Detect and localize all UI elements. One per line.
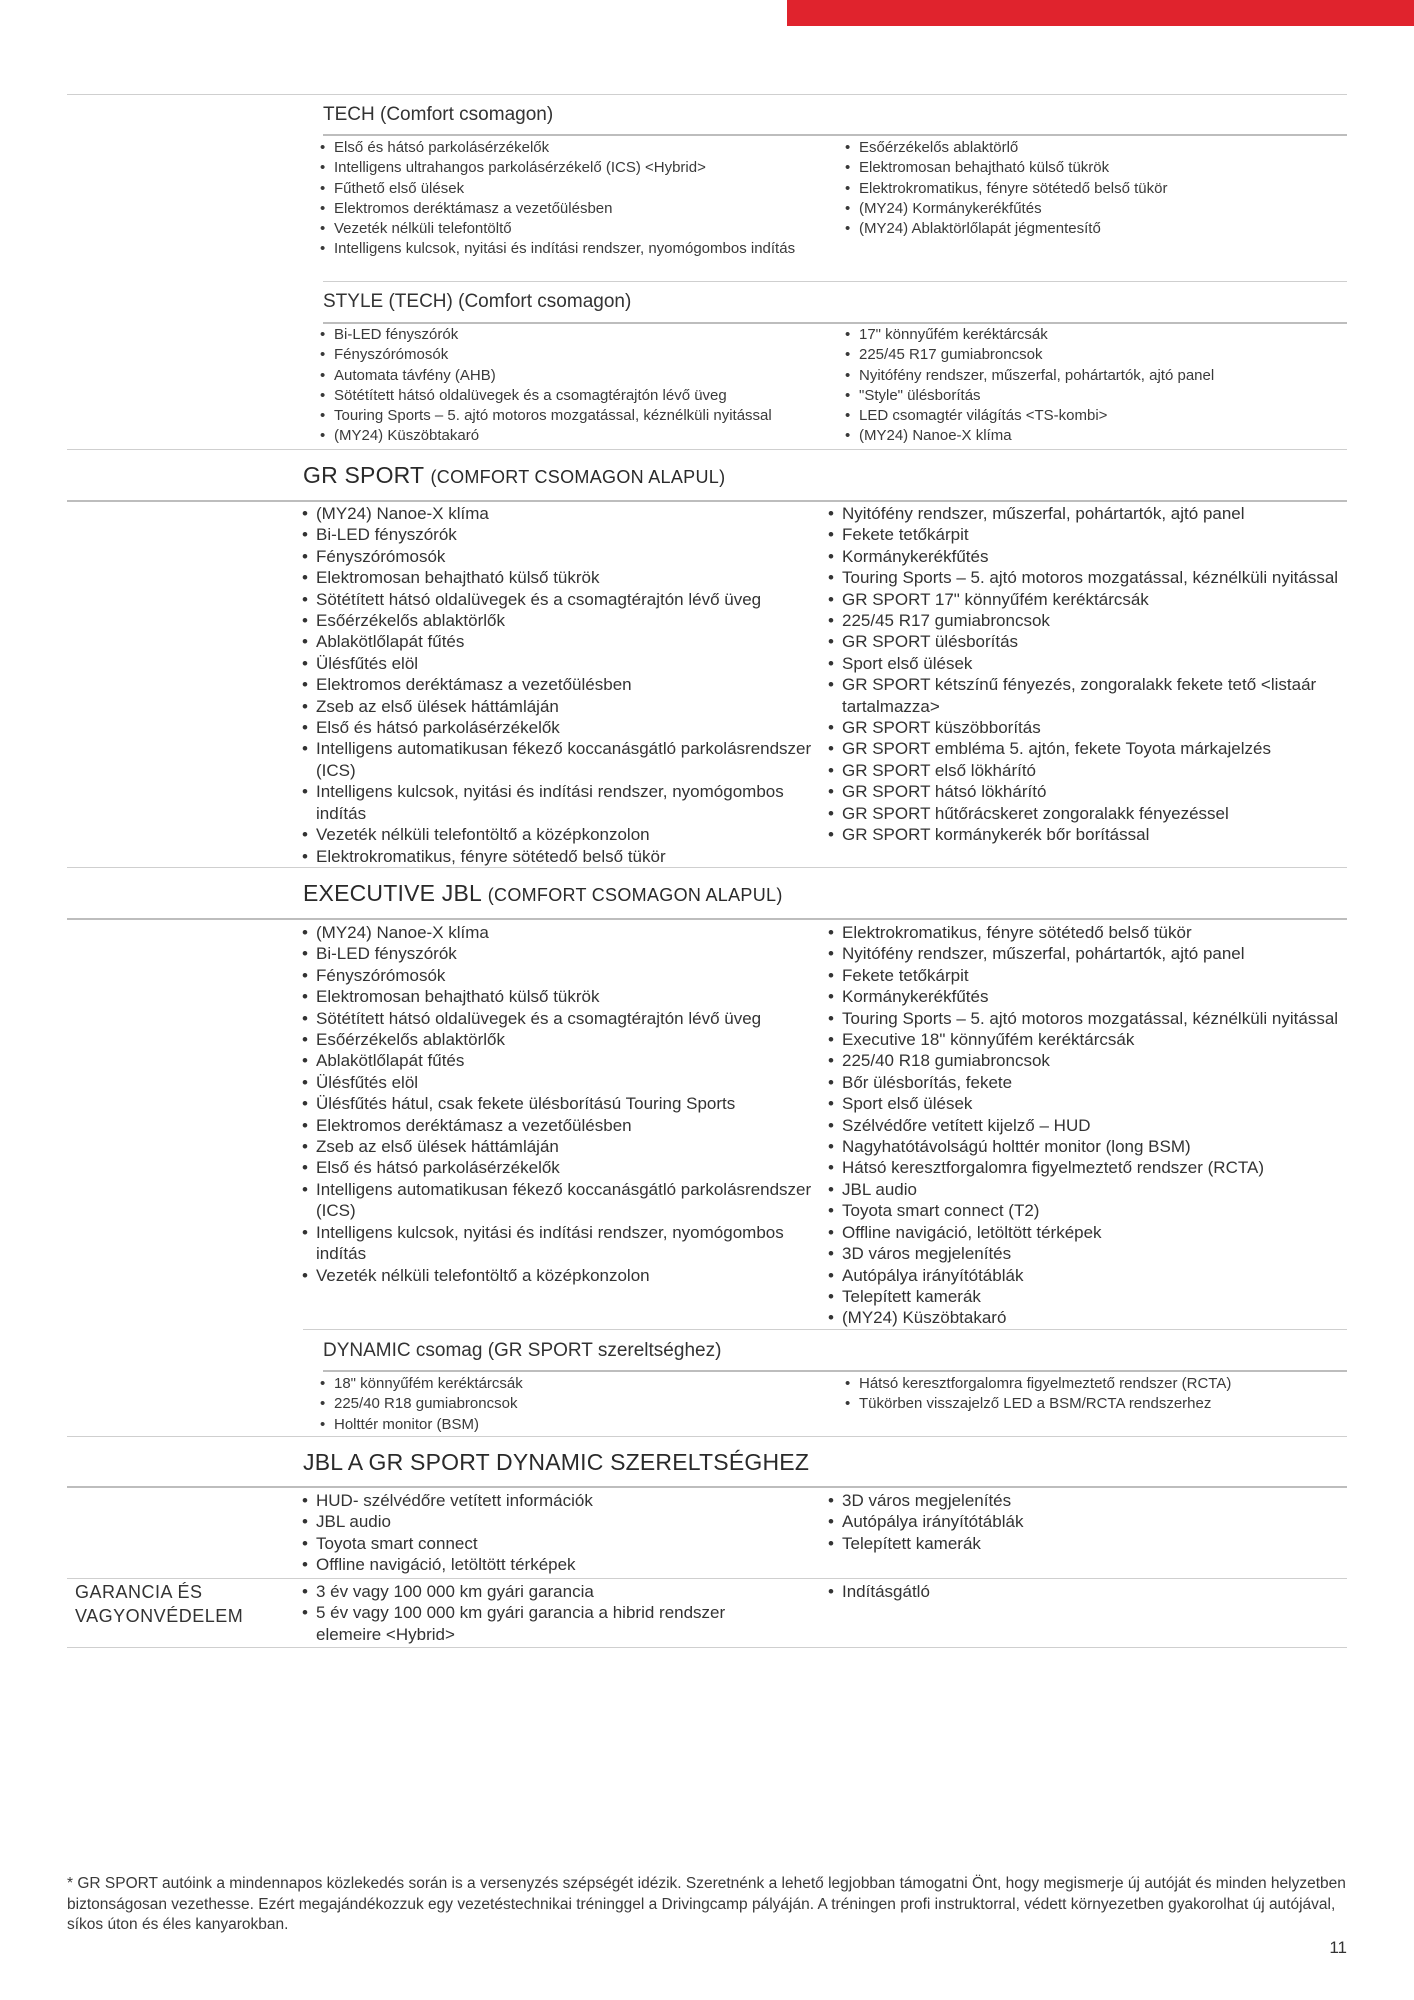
garancia-label: GARANCIA ÉS VAGYONVÉDELEM xyxy=(75,1582,244,1626)
list-item: • GR SPORT hátsó lökhárító xyxy=(828,781,1348,802)
list-item: • Autópálya irányítótáblák xyxy=(828,1265,1348,1286)
footnote: * GR SPORT autóink a mindennapos közlekedés során is a versenyzés szépségét idézik. Szeretnénk a lehető legjobban támogatni Önt, hogy megismerje új autóját és minden helyzetben biztonságosan vezethesse. Ezért megajándékozzuk egy vezetéstechnikai tréninggel a Drivingcamp pályáján. A tréningen profi instruktorral, védett környezetben gyakorolhat új autójával, síkos úton és éles kanyarokban. xyxy=(67,1875,1346,1933)
divider xyxy=(67,1647,1347,1648)
list-item: • (MY24) Nanoe-X klíma xyxy=(845,426,1345,446)
list-item: • (MY24) Küszöbtakaró xyxy=(828,1307,1348,1328)
divider xyxy=(67,918,1347,920)
list-item: • Intelligens kulcsok, nyitási és indítási rendszer, nyomógombos indítás xyxy=(302,1222,812,1265)
list-item: • Intelligens kulcsok, nyitási és indítási rendszer, nyomógombos indítás xyxy=(302,781,812,824)
grsport-left-list xyxy=(302,503,812,867)
list-item: • Vezeték nélküli telefontöltő xyxy=(320,219,840,239)
list-item: • Tükörben visszajelző LED a BSM/RCTA rendszerhez xyxy=(845,1394,1345,1414)
list-item: • 3 év vagy 100 000 km gyári garancia xyxy=(302,1581,772,1602)
list-item: • Elektromos deréktámasz a vezetőülésben xyxy=(302,674,812,695)
list-item: • GR SPORT hűtőrácskeret zongoralakk fényezéssel xyxy=(828,803,1348,824)
executive-subtitle: (COMFORT CSOMAGON ALAPUL) xyxy=(487,885,783,905)
divider xyxy=(67,94,1347,95)
list-item: • Ülésfűtés elöl xyxy=(302,1072,812,1093)
tech-right-list xyxy=(845,138,1345,239)
garancia-right-list xyxy=(828,1581,1348,1602)
list-item: • Hátsó keresztforgalomra figyelmeztető rendszer (RCTA) xyxy=(828,1157,1348,1178)
list-item: • Fényszórómosók xyxy=(302,546,812,567)
grsport-subtitle: (COMFORT CSOMAGON ALAPUL) xyxy=(430,467,726,487)
list-item: • Zseb az első ülések háttámláján xyxy=(302,1136,812,1157)
divider xyxy=(323,281,1347,282)
list-item: • GR SPORT embléma 5. ajtón, fekete Toyota márkajelzés xyxy=(828,738,1348,759)
list-item: • 3D város megjelenítés xyxy=(828,1490,1348,1511)
list-item: • GR SPORT küszöbborítás xyxy=(828,717,1348,738)
list-item: • Elektromos deréktámasz a vezetőülésben xyxy=(320,199,840,219)
list-item: • Első és hátsó parkolásérzékelők xyxy=(302,717,812,738)
style-right-list xyxy=(845,325,1345,447)
list-item: • Telepített kamerák xyxy=(828,1533,1348,1554)
list-item: • Kormánykerékfűtés xyxy=(828,986,1348,1007)
list-item: • "Style" ülésborítás xyxy=(845,386,1345,406)
list-item: • Bőr ülésborítás, fekete xyxy=(828,1072,1348,1093)
list-item: • Első és hátsó parkolásérzékelők xyxy=(320,138,840,158)
list-item: • Nyitófény rendszer, műszerfal, pohártartók, ajtó panel xyxy=(828,943,1348,964)
jbl-right-list xyxy=(828,1490,1348,1554)
list-item: • 225/40 R18 gumiabroncsok xyxy=(828,1050,1348,1071)
list-item: • Vezeték nélküli telefontöltő a középkonzolon xyxy=(302,1265,812,1286)
list-item: • Elektromosan behajtható külső tükrök xyxy=(845,158,1345,178)
divider xyxy=(303,1329,1347,1330)
style-section-title: STYLE (TECH) (Comfort csomagon) xyxy=(323,291,632,312)
list-item: • 225/45 R17 gumiabroncsok xyxy=(828,610,1348,631)
list-item: • (MY24) Nanoe-X klíma xyxy=(302,503,812,524)
executive-left-list xyxy=(302,922,812,1286)
divider xyxy=(323,322,1347,324)
divider xyxy=(67,1436,1347,1437)
list-item: • Első és hátsó parkolásérzékelők xyxy=(302,1157,812,1178)
list-item: • Esőérzékelős ablaktörlők xyxy=(302,610,812,631)
list-item: • Touring Sports – 5. ajtó motoros mozgatással, kéznélküli nyitással xyxy=(320,406,850,426)
list-item: • 17" könnyűfém keréktárcsák xyxy=(845,325,1345,345)
list-item: • Fekete tetőkárpit xyxy=(828,524,1348,545)
list-item: • Fényszórómosók xyxy=(320,345,850,365)
list-item: • Elektromosan behajtható külső tükrök xyxy=(302,567,812,588)
garancia-left-list xyxy=(302,1581,772,1645)
list-item: • Elektrokromatikus, fényre sötétedő belső tükör xyxy=(845,179,1345,199)
list-item: • Bi-LED fényszórók xyxy=(320,325,850,345)
list-item: • Intelligens kulcsok, nyitási és indítási rendszer, nyomógombos indítás xyxy=(320,239,840,259)
list-item: • Holttér monitor (BSM) xyxy=(320,1415,840,1435)
list-item: • JBL audio xyxy=(302,1511,812,1532)
list-item: • (MY24) Kormánykerékfűtés xyxy=(845,199,1345,219)
list-item: • Fűthető első ülések xyxy=(320,179,840,199)
list-item: • Indításgátló xyxy=(828,1581,1348,1602)
list-item: • 5 év vagy 100 000 km gyári garancia a hibrid rendszer elemeire <Hybrid> xyxy=(302,1602,772,1645)
list-item: • Automata távfény (AHB) xyxy=(320,366,850,386)
list-item: • Kormánykerékfűtés xyxy=(828,546,1348,567)
list-item: • Esőérzékelős ablaktörlő xyxy=(845,138,1345,158)
list-item: • GR SPORT kormánykerék bőr borítással xyxy=(828,824,1348,845)
list-item: • Intelligens automatikusan fékező koccanásgátló parkolásrendszer (ICS) xyxy=(302,1179,812,1222)
list-item: • Esőérzékelős ablaktörlők xyxy=(302,1029,812,1050)
list-item: • GR SPORT kétszínű fényezés, zongoralakk fekete tető <listaár tartalmazza> xyxy=(828,674,1348,717)
list-item: • (MY24) Nanoe-X klíma xyxy=(302,922,812,943)
list-item: • 18" könnyűfém keréktárcsák xyxy=(320,1374,840,1394)
divider xyxy=(323,134,1347,136)
executive-title: EXECUTIVE JBL xyxy=(303,880,482,906)
list-item: • (MY24) Ablaktörlőlapát jégmentesítő xyxy=(845,219,1345,239)
dynamic-right-list xyxy=(845,1374,1345,1415)
list-item: • Szélvédőre vetített kijelző – HUD xyxy=(828,1115,1348,1136)
brand-accent-bar xyxy=(787,0,1414,26)
list-item: • Fényszórómosók xyxy=(302,965,812,986)
list-item: • Elektrokromatikus, fényre sötétedő belső tükör xyxy=(828,922,1348,943)
grsport-right-list xyxy=(828,503,1348,846)
tech-left-list xyxy=(320,138,840,260)
list-item: • Toyota smart connect (T2) xyxy=(828,1200,1348,1221)
list-item: • Sötétített hátsó oldalüvegek és a csomagtérajtón lévő üveg xyxy=(302,589,812,610)
list-item: • JBL audio xyxy=(828,1179,1348,1200)
list-item: • Nagyhatótávolságú holttér monitor (long BSM) xyxy=(828,1136,1348,1157)
list-item: • HUD- szélvédőre vetített információk xyxy=(302,1490,812,1511)
list-item: • Elektromos deréktámasz a vezetőülésben xyxy=(302,1115,812,1136)
list-item: • Nyitófény rendszer, műszerfal, pohártartók, ajtó panel xyxy=(845,366,1345,386)
tech-section-title: TECH (Comfort csomagon) xyxy=(323,104,554,125)
list-item: • Nyitófény rendszer, műszerfal, pohártartók, ajtó panel xyxy=(828,503,1348,524)
divider xyxy=(67,1486,1347,1488)
list-item: • GR SPORT ülésborítás xyxy=(828,631,1348,652)
list-item: • Touring Sports – 5. ajtó motoros mozgatással, kéznélküli nyitással xyxy=(828,1008,1348,1029)
list-item: • Sötétített hátsó oldalüvegek és a csomagtérajtón lévő üveg xyxy=(320,386,850,406)
list-item: • Bi-LED fényszórók xyxy=(302,943,812,964)
list-item: • GR SPORT 17" könnyűfém keréktárcsák xyxy=(828,589,1348,610)
divider xyxy=(67,1578,1347,1579)
list-item: • Offline navigáció, letöltött térképek xyxy=(828,1222,1348,1243)
list-item: • 225/40 R18 gumiabroncsok xyxy=(320,1394,840,1414)
list-item: • Touring Sports – 5. ajtó motoros mozgatással, kéznélküli nyitással xyxy=(828,567,1348,588)
list-item: • Ülésfűtés elöl xyxy=(302,653,812,674)
list-item: • Sport első ülések xyxy=(828,653,1348,674)
style-left-list xyxy=(320,325,850,447)
list-item: • Sötétített hátsó oldalüvegek és a csomagtérajtón lévő üveg xyxy=(302,1008,812,1029)
list-item: • Vezeték nélküli telefontöltő a középkonzolon xyxy=(302,824,812,845)
list-item: • GR SPORT első lökhárító xyxy=(828,760,1348,781)
list-item: • Intelligens automatikusan fékező koccanásgátló parkolásrendszer (ICS) xyxy=(302,738,812,781)
page-number: 11 xyxy=(1329,1938,1347,1957)
list-item: • Bi-LED fényszórók xyxy=(302,524,812,545)
list-item: • Elektrokromatikus, fényre sötétedő belső tükör xyxy=(302,846,812,867)
grsport-title: GR SPORT xyxy=(303,462,424,488)
list-item: • Intelligens ultrahangos parkolásérzékelő (ICS) <Hybrid> xyxy=(320,158,840,178)
executive-right-list xyxy=(828,922,1348,1329)
list-item: • Sport első ülések xyxy=(828,1093,1348,1114)
list-item: • (MY24) Küszöbtakaró xyxy=(320,426,850,446)
list-item: • Telepített kamerák xyxy=(828,1286,1348,1307)
list-item: • Offline navigáció, letöltött térképek xyxy=(302,1554,812,1575)
list-item: • 3D város megjelenítés xyxy=(828,1243,1348,1264)
divider xyxy=(67,449,1347,450)
list-item: • 225/45 R17 gumiabroncsok xyxy=(845,345,1345,365)
dynamic-section-title: DYNAMIC csomag (GR SPORT szereltséghez) xyxy=(323,1340,722,1361)
list-item: • Toyota smart connect xyxy=(302,1533,812,1554)
list-item: • Ülésfűtés hátul, csak fekete ülésborítású Touring Sports xyxy=(302,1093,812,1114)
list-item: • Zseb az első ülések háttámláján xyxy=(302,696,812,717)
list-item: • Ablakötlőlapát fűtés xyxy=(302,631,812,652)
dynamic-left-list xyxy=(320,1374,840,1435)
grsport-section-title xyxy=(303,462,725,489)
list-item: • Hátsó keresztforgalomra figyelmeztető rendszer (RCTA) xyxy=(845,1374,1345,1394)
jbl-section-title: JBL A GR SPORT DYNAMIC SZERELTSÉGHEZ xyxy=(303,1449,810,1475)
list-item: • LED csomagtér világítás <TS-kombi> xyxy=(845,406,1345,426)
executive-section-title xyxy=(303,880,783,907)
divider xyxy=(67,867,1347,868)
list-item: • Ablakötlőlapát fűtés xyxy=(302,1050,812,1071)
list-item: • Executive 18" könnyűfém keréktárcsák xyxy=(828,1029,1348,1050)
list-item: • Elektromosan behajtható külső tükrök xyxy=(302,986,812,1007)
list-item: • Fekete tetőkárpit xyxy=(828,965,1348,986)
list-item: • Autópálya irányítótáblák xyxy=(828,1511,1348,1532)
divider xyxy=(67,500,1347,502)
jbl-left-list xyxy=(302,1490,812,1576)
divider xyxy=(323,1370,1347,1372)
